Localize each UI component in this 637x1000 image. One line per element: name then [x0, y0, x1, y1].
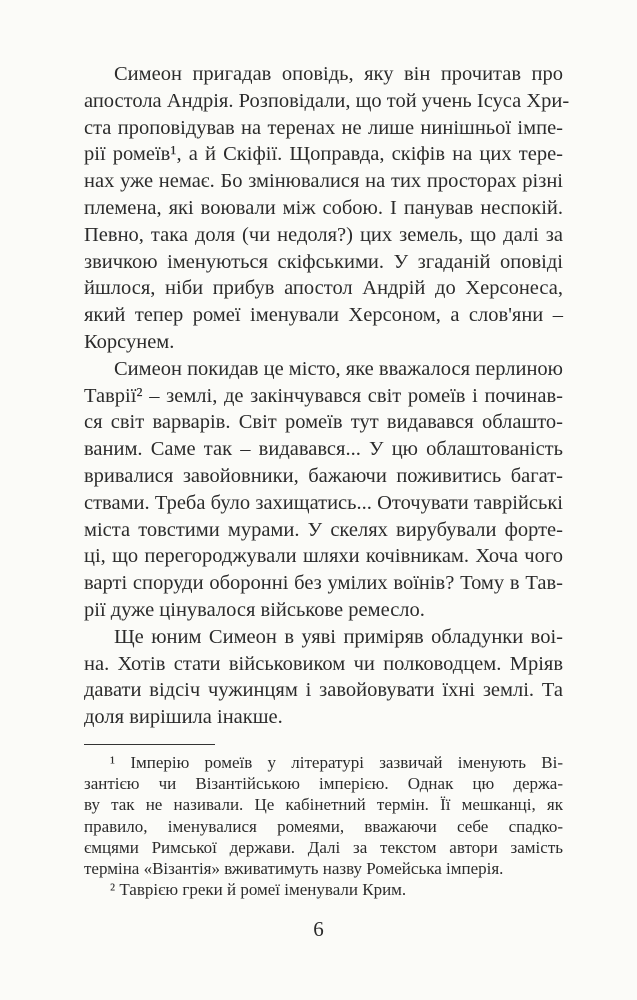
text-line: ємцями Римської держави. Далі за текстом автори замість: [84, 837, 563, 857]
text-line: ² Таврією греки й ромеї іменували Крим.: [110, 880, 407, 900]
text-line: давати відсіч чужинцям і завойовувати їхні землі. Та: [84, 679, 563, 702]
text-line: ся світ варварів. Світ ромеїв тут видавався облашто-: [84, 411, 563, 434]
text-line: Таврії² – землі, де закінчувався світ ромеїв і починав-: [84, 384, 563, 407]
text-line: ста проповідував на теренах не лише нинішньої імпе-: [84, 116, 563, 139]
text-line: племена, які воювали між собою. І панував неспокій.: [84, 196, 563, 219]
text-line: який тепер ромеї іменували Херсоном, а слов'яни –: [84, 304, 563, 327]
page-number: 6: [313, 917, 324, 941]
text-line: рії дуже цінувалося військове ремесло.: [84, 598, 425, 621]
text-line: зантією чи Візантійською імперією. Однак цю держа-: [84, 774, 563, 794]
footnote: [84, 752, 563, 879]
text-line: ваним. Саме так – видавався... У цю облаштованість: [84, 438, 563, 461]
text-line: доля вирішила інакше.: [84, 706, 283, 729]
text-line: Певно, така доля (чи недоля?) цих земель, що далі за: [84, 223, 563, 246]
text-line: терміна «Візантія» вживатимуть назву Ромейська імперія.: [84, 858, 504, 878]
text-line: Симеон покидав це місто, яке вважалося перлиною: [114, 357, 563, 380]
text-line: Симеон пригадав оповідь, яку він прочитав про: [114, 63, 563, 85]
main-text: [84, 61, 570, 731]
footnote-divider: [84, 744, 215, 745]
text-line: міста товстими мурами. У скелях вирубували форте-: [84, 518, 563, 541]
text-line: нах уже немає. Бо змінювалися на тих просторах різні: [84, 170, 563, 193]
text-line: правило, іменувалися ромеями, вважаючи себе спадко-: [84, 816, 563, 836]
text-line: ствами. Треба було захищатись... Оточувати таврійські: [84, 491, 563, 514]
text-line: йшлося, ніби прибув апостол Андрій до Херсонеса,: [84, 277, 563, 300]
text-line: ці, що перегороджували шляхи кочівникам. Хоча чого: [84, 545, 563, 568]
text-line: Корсунем.: [84, 330, 175, 353]
text-line: ву так не називали. Це кабінетний термін. Її мешканці, як: [84, 795, 563, 815]
text-line: апостола Андрія. Розповідали, що той учень Ісуса Хри-: [84, 89, 570, 112]
text-line: рії ромеїв¹, а й Скіфії. Щоправда, скіфів на цих тере-: [84, 143, 563, 166]
text-line: на. Хотів стати військовиком чи полководцем. Мріяв: [84, 652, 563, 675]
text-line: Ще юним Симеон в уяві приміряв обладунки воі-: [114, 625, 563, 648]
text-line: звичкою іменуються скіфськими. У згаданій оповіді: [84, 250, 563, 273]
paragraph: [84, 356, 563, 624]
paragraph: [84, 624, 563, 731]
text-line: ¹ Імперію ромеїв у літературі зазвичай іменують Ві-: [110, 753, 563, 772]
text-line: вривалися завойовники, бажаючи поживитись багат-: [84, 464, 563, 487]
footnote: [84, 879, 563, 900]
text-line: варті споруди оборонні без умілих воїнів? Тому в Тав-: [84, 572, 563, 595]
footnotes: [84, 752, 563, 900]
paragraph: [84, 61, 570, 356]
